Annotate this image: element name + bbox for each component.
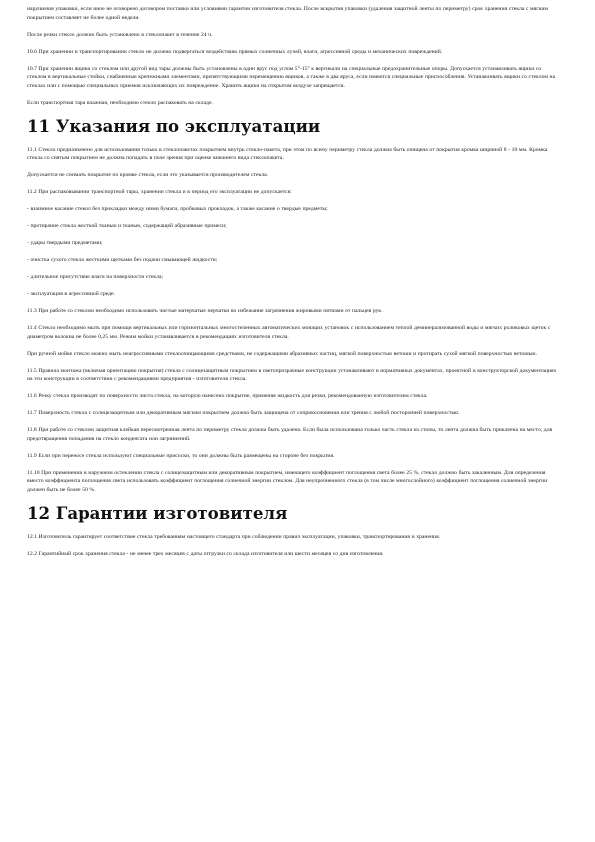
list-item-contact: - взаимное касание стекол без прокладки между ними бумаги, пробковых прокладок, а также касание о твердые предметы; [27, 206, 328, 213]
section-12-heading: 12 Гарантии изготовителя [27, 502, 288, 523]
paragraph-11-5: 11.5 Правила монтажа (включая ориентацию покрытия) стекла с солнцезащитным покрытием в светопрозрачные конструкции устанавливают в нормативных документах, проектной и конструкторской документациях на эти конструкции в соответствии с рекомендациями предприятия - изготовителя стекла. [27, 367, 557, 383]
list-item-dry-cleaning: - очистка сухого стекла жесткими щетками без подачи смывающей жидкости; [27, 257, 218, 264]
paragraph-12-2: 12.2 Гарантийный срок хранения стекла - не менее трех месяцев с даты отгрузки со склада изготовителя или шести месяцев со дня изготовления. [27, 550, 384, 557]
paragraph-11-7: 11.7 Поверхность стекла с солнцезащитным или декоративным мягким покрытием должна быть защищена от соприкосновения или трения с любой посторонней поверхностью. [27, 410, 460, 417]
paragraph-storage-packaging: нарушения упаковки, если иное не оговорено договором поставки или условиями гарантии изготовителя стекла. После вскрытия упаковки (удаления защитной ленты по периметру) срок хранения стекла с мягким покрытием составляет не более одной недели. [27, 6, 548, 21]
section-11-heading: 11 Указания по эксплуатации [27, 115, 321, 136]
paragraph-11-1-note: Допускается не снимать покрытие по кромке стекла, если это указывается производителем стекла. [27, 172, 269, 179]
paragraph-11-3: 11.3 При работе со стеклом необходимо использовать чистые матерчатые перчатки во избежание загрязнения жировыми пятнами от пальцев рук. [27, 308, 383, 315]
paragraph-11-1: 11.1 Стекло предназначено для использования только в стеклопакетах покрытием внутрь стекло-пакета, при этом по всему периметру стекла должна быть очищена от покрытия кромка шириной 8 - 10 мм. Кромка стекла со снятым покрытием не должна попадать в поле зрения при оценке внешнего вида стеклопакета. [27, 146, 548, 162]
list-item-aggressive-env: - эксплуатация в агрессивной среде. [27, 291, 115, 298]
paragraph-11-6: 11.6 Резку стекла производят по поверхности листа стекла, на которую нанесено покрытие, применяя жидкость для резки, рекомендованную изготовителем стекла. [27, 393, 428, 400]
list-item-impacts: - удары твердыми предметами; [27, 240, 103, 247]
paragraph-11-2: 11.2 При распаковывании транспортной тары, хранении стекла и в период его эксплуатации не допускается: [27, 189, 292, 196]
paragraph-11-9: 11.9 Если при переносе стекла используют специальные присоски, то они должны быть размещены на стороне без покрытия. [27, 452, 335, 459]
paragraph-11-10: 11.10 При применении в наружном остеклении стекла с солнцезащитным или декоративным покрытием, имеющего коэффициент поглощения света более 25 %, стекло должно быть закаленным. Для определения вместо коэффициента поглощения света использовать коэффициент поглощения солнечной энергии стеклом. Для неупрочненного стекла (в том числе многослойного) коэффициент поглощения солнечной энергии должен быть не более 50 %. [27, 469, 548, 493]
paragraph-manual-washing: При ручной мойке стекло можно мыть неагрессивными стеклоочищающими средствами, не содержащими абразивных частиц, мягкой поверхностью ветоши и протирать сухой мягкой поверхностью ветошью. [27, 350, 537, 357]
paragraph-10-7: 10.7 При хранении ящики со стеклом или другой вид тары должны быть установлены в один ярус под углом 5°-15° к вертикали на специальные предохранительные опоры. Допускается устанавливать ящики со стеклом в вертикальные стойки, снабженные крепежными элементами, препятствующими перемещению ящиков, а также в два яруса, если имеются специальные приспособления. Устанавливать ящики со стеклом на стеклах или с помощью специальных приемов исключающих их повреждение. Хранить ящики на открытом воздухе запрещается. [27, 65, 556, 89]
paragraph-10-6: 10.6 При хранении и транспортировании стекло не должно подвергаться воздействию прямых солнечных лучей, влаги, агрессивной среды и механических повреждений. [27, 48, 443, 55]
paragraph-11-4: 11.4 Стекло необходимо мыть при помощи вертикальных или горизонтальных многостепенных автоматических моющих установок с использованием теплой деминерализованной воды и мягких роликовых щеток с диаметром волокна не более 0,25 мм. Режим мойки устанавливается в рекомендациях изготовителя стекла. [27, 325, 551, 340]
paragraph-11-8: 11.8 При работе со стеклом защитная клейкая пересмотренная лента по периметру стекла должна быть удалена. Если была использована только часть стекла из стопы, то лента должна быть приклеена на место, для предотвращения попадания на стекло конденсата или загрязнений. [27, 427, 553, 442]
list-item-moisture: - длительное присутствие влаги на поверхности стекла; [27, 274, 164, 281]
paragraph-12-1: 12.1 Изготовитель гарантирует соответствие стекла требованиям настоящего стандарта при соблюдении правил эксплуатации, упаковки, транспортирования и хранения. [27, 533, 441, 540]
paragraph-after-cutting: После резки стекло должно быть установлено в стеклопакет в течение 24 ч. [27, 31, 213, 38]
list-item-wiping: - протирание стекла жесткой тканью и тканью, содержащей абразивные примеси; [27, 223, 227, 230]
paragraph-wet-container: Если транспортная тара влажная, необходимо стекло распаковать на складе. [27, 99, 213, 106]
